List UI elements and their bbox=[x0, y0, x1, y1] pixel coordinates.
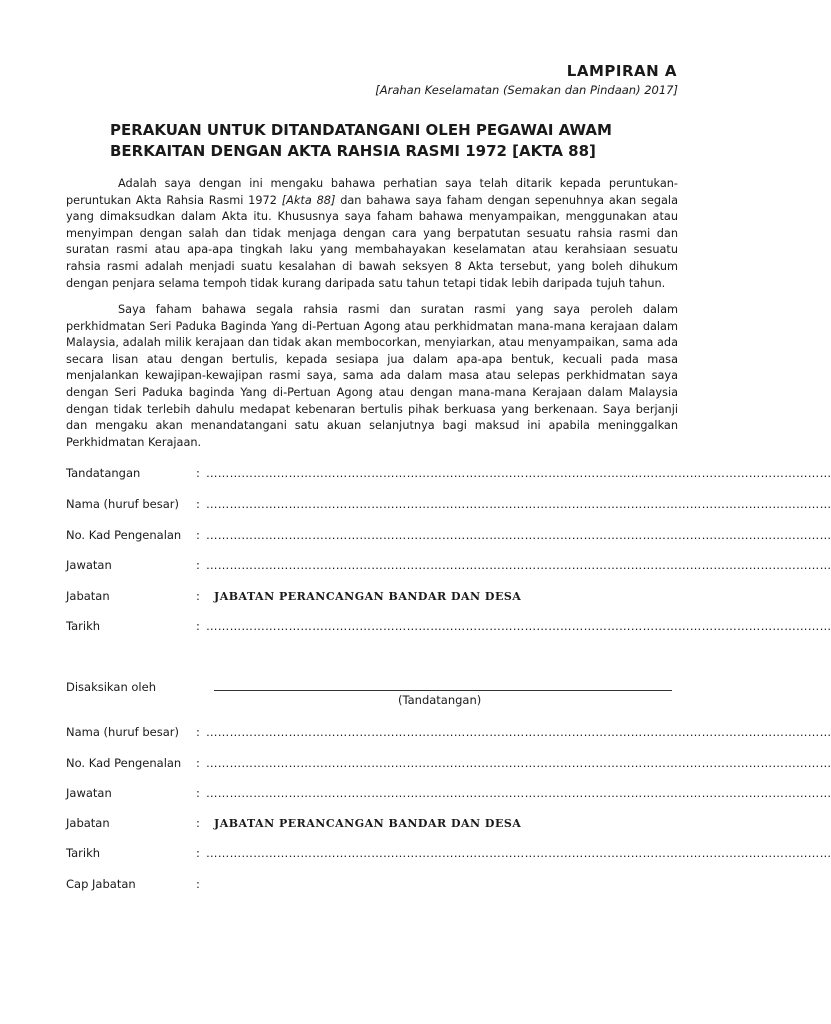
field-label: Jabatan bbox=[66, 589, 110, 603]
title-line-2: BERKAITAN DENGAN AKTA RAHSIA RASMI 1972 [AKTA 88] bbox=[110, 142, 596, 160]
witness-signature-caption: (Tandatangan) bbox=[398, 693, 482, 707]
field-colon: : bbox=[196, 756, 200, 770]
paragraph-1-text-a: Adalah saya dengan ini mengaku bahawa perhatian saya telah ditarik kepada peruntukan-peruntukan Akta Rahsia Rasmi 1972 bbox=[66, 177, 678, 207]
fill-dots: …………………………………………………………………………………………………………………………………………… bbox=[206, 725, 831, 739]
appendix-label: LAMPIRAN A bbox=[566, 62, 677, 80]
paragraph-1 bbox=[66, 176, 678, 292]
field-label: Nama (huruf besar) bbox=[66, 497, 179, 511]
field-label: Tandatangan bbox=[66, 466, 141, 480]
field-colon: : bbox=[196, 877, 200, 891]
fill-dots: …………………………………………………………………………………………………………………………………………… bbox=[206, 497, 831, 511]
reference-note: [Arahan Keselamatan (Semakan dan Pindaan) 2017] bbox=[375, 83, 678, 97]
field-label: Nama (huruf besar) bbox=[66, 725, 179, 739]
field-label: Jawatan bbox=[66, 558, 112, 572]
field-label: Jawatan bbox=[66, 786, 112, 800]
document-title bbox=[110, 120, 670, 162]
field-colon: : bbox=[196, 725, 200, 739]
field-colon: : bbox=[196, 528, 200, 542]
field-label: No. Kad Pengenalan bbox=[66, 756, 182, 770]
witness-signature-line[interactable] bbox=[214, 690, 672, 691]
fill-dots: …………………………………………………………………………………………………………………………………………… bbox=[206, 558, 831, 572]
field-label: Tarikh bbox=[66, 619, 101, 633]
field-colon: : bbox=[196, 619, 200, 633]
paragraph-1-act-ref: [Akta 88] bbox=[281, 193, 336, 207]
field-label: Jabatan bbox=[66, 816, 110, 830]
witness-label: Disaksikan oleh bbox=[66, 680, 156, 694]
field-colon: : bbox=[196, 589, 200, 603]
field-colon: : bbox=[196, 558, 200, 572]
field-label: No. Kad Pengenalan bbox=[66, 528, 182, 542]
field-colon: : bbox=[196, 786, 200, 800]
fill-dots: …………………………………………………………………………………………………………………………………………… bbox=[206, 786, 831, 800]
field-colon: : bbox=[196, 466, 200, 480]
jabatan-value: JABATAN PERANCANGAN BANDAR DAN DESA bbox=[214, 817, 522, 830]
fill-dots: …………………………………………………………………………………………………………………………………………… bbox=[206, 619, 831, 633]
fill-dots: …………………………………………………………………………………………………………………………………………… bbox=[206, 756, 831, 770]
paragraph-1-text-b: dan bahawa saya faham dengan sepenuhnya akan segala yang dimaksudkan dalam Akta itu. Khususnya saya faham bahawa menyampaikan, menggunakan atau menyimpan dengan salah dan tidak menjaga dengan cara yang berpatutan sesuatu rahsia rasmi dan suratan rasmi atau apa-apa tingkah laku yang membahayakan keselamatan atau kerahsiaan sesuatu rahsia rasmi adalah menjadi suatu kesalahan di bawah seksyen 8 Akta tersebut, yang boleh dihukum dengan penjara selama tempoh tidak kurang daripada satu tahun tetapi tidak lebih daripada tujuh tahun. bbox=[66, 193, 678, 290]
jabatan-value: JABATAN PERANCANGAN BANDAR DAN DESA bbox=[214, 590, 522, 603]
paragraph-2: Saya faham bahawa segala rahsia rasmi dan suratan rasmi yang saya peroleh dalam perkhidmatan Seri Paduka Baginda Yang di-Pertuan Agong atau perkhidmatan mana-mana kerajaan dalam Malaysia, adalah milik kerajaan dan tidak akan membocorkan, menyiarkan, atau menyampaikan, sama ada secara lisan atau dengan bertulis, kepada sesiapa jua dalam apa-apa bentuk, kecuali pada masa menjalankan kewajipan-kewajipan rasmi saya, sama ada dalam masa atau selepas perkhidmatan saya dengan Seri Paduka baginda Yang di-Pertuan Agong atau dengan mana-mana Kerajaan dalam Malaysia dengan tidak terlebih dahulu medapat kebenaran bertulis pihak berkuasa yang berkenaan. Saya berjanji dan mengaku akan menandatangani satu akuan selanjutnya bagi maksud ini apabila meninggalkan Perkhidmatan Kerajaan. bbox=[66, 303, 678, 449]
field-label: Cap Jabatan bbox=[66, 877, 136, 891]
field-colon: : bbox=[196, 846, 200, 860]
fill-dots: …………………………………………………………………………………………………………………………………………… bbox=[206, 846, 831, 860]
field-colon: : bbox=[196, 497, 200, 511]
title-line-1: PERAKUAN UNTUK DITANDATANGANI OLEH PEGAWAI AWAM bbox=[110, 121, 612, 139]
fill-dots: …………………………………………………………………………………………………………………………………………… bbox=[206, 466, 831, 480]
field-label: Tarikh bbox=[66, 846, 101, 860]
field-colon: : bbox=[196, 816, 200, 830]
fill-dots: …………………………………………………………………………………………………………………………………………… bbox=[206, 528, 831, 542]
